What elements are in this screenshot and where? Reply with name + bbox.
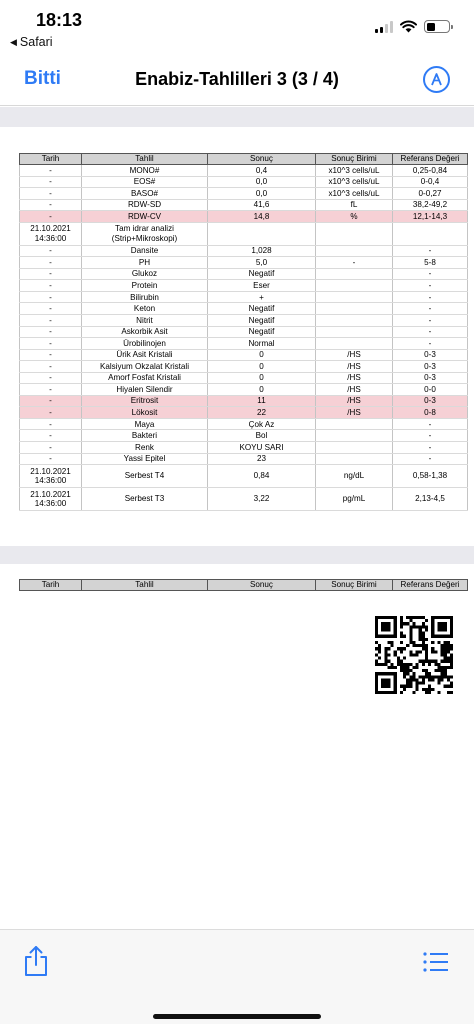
- cell-ref: -: [393, 280, 468, 292]
- col-unit: Sonuç Birimi: [316, 154, 393, 165]
- cell-date: -: [20, 395, 82, 407]
- qr-code: [374, 616, 454, 694]
- cell-result: 22: [208, 407, 316, 419]
- table-row: [20, 291, 468, 303]
- cell-unit: [316, 338, 393, 350]
- table-row: [20, 245, 468, 257]
- col-test: Tahlil: [82, 154, 208, 165]
- cell-test: Renk: [82, 442, 208, 454]
- table-row: [20, 257, 468, 269]
- cell-result: 14,8: [208, 211, 316, 223]
- cell-result: 41,6: [208, 199, 316, 211]
- cell-date: -: [20, 453, 82, 465]
- cell-date: -: [20, 430, 82, 442]
- cell-test: Ürik Asit Kristali: [82, 349, 208, 361]
- cell-ref: 0-3: [393, 372, 468, 384]
- table-row: [20, 372, 468, 384]
- lab-results-table: [19, 153, 468, 511]
- lab-results-table-page4: [19, 579, 468, 591]
- cell-result: 0,0: [208, 188, 316, 200]
- table-row: [20, 338, 468, 350]
- cell-result: +: [208, 291, 316, 303]
- cell-test: Tam idrar analizi (Strip+Mikroskopi): [82, 222, 208, 245]
- cell-result: 0: [208, 349, 316, 361]
- cell-test: MONO#: [82, 165, 208, 177]
- col-date: Tarih: [20, 154, 82, 165]
- cell-ref: -: [393, 315, 468, 327]
- cell-test: Serbest T3: [82, 488, 208, 511]
- cell-ref: 12,1-14,3: [393, 211, 468, 223]
- cell-test: BASO#: [82, 188, 208, 200]
- cell-test: Eritrosit: [82, 395, 208, 407]
- cell-result: Negatif: [208, 268, 316, 280]
- cell-unit: [316, 303, 393, 315]
- cell-result: KOYU SARI: [208, 442, 316, 454]
- cell-date: -: [20, 407, 82, 419]
- cell-result: Eser: [208, 280, 316, 292]
- cell-result: 0,4: [208, 165, 316, 177]
- cell-ref: 0-0,4: [393, 176, 468, 188]
- cell-test: PH: [82, 257, 208, 269]
- table-row: [20, 199, 468, 211]
- cell-result: Negatif: [208, 326, 316, 338]
- cell-test: Serbest T4: [82, 465, 208, 488]
- table-row: [20, 407, 468, 419]
- cell-date: -: [20, 372, 82, 384]
- cell-test: Bakteri: [82, 430, 208, 442]
- cell-unit: ng/dL: [316, 465, 393, 488]
- status-bar: [0, 0, 474, 54]
- cell-result: [208, 222, 316, 245]
- cell-date: -: [20, 326, 82, 338]
- cell-ref: 0-3: [393, 395, 468, 407]
- cell-result: Bol: [208, 430, 316, 442]
- cell-ref: 38,2-49,2: [393, 199, 468, 211]
- cell-ref: -: [393, 291, 468, 303]
- cell-date: -: [20, 280, 82, 292]
- table-row: [20, 303, 468, 315]
- cell-result: 0: [208, 384, 316, 396]
- cell-test: Bilirubin: [82, 291, 208, 303]
- cell-test: Ürobilinojen: [82, 338, 208, 350]
- cell-ref: 0-8: [393, 407, 468, 419]
- table-row: [20, 453, 468, 465]
- table-row: [20, 349, 468, 361]
- cell-test: Glukoz: [82, 268, 208, 280]
- cell-unit: /HS: [316, 395, 393, 407]
- cell-ref: 0,25-0,84: [393, 165, 468, 177]
- cell-test: Kalsiyum Okzalat Kristali: [82, 361, 208, 373]
- back-to-app-link[interactable]: [10, 35, 53, 49]
- cell-date: -: [20, 361, 82, 373]
- table-row: [20, 326, 468, 338]
- cell-test: RDW-CV: [82, 211, 208, 223]
- table-row: [20, 465, 468, 488]
- cell-ref: -: [393, 326, 468, 338]
- cell-test: Nitrit: [82, 315, 208, 327]
- cell-unit: x10^3 cells/uL: [316, 188, 393, 200]
- cell-test: RDW-SD: [82, 199, 208, 211]
- cell-ref: 0,58-1,38: [393, 465, 468, 488]
- battery-icon: [424, 20, 450, 33]
- status-icons: [375, 20, 450, 33]
- cell-ref: 2,13-4,5: [393, 488, 468, 511]
- cell-test: Askorbik Asit: [82, 326, 208, 338]
- table-row: [20, 395, 468, 407]
- cell-unit: fL: [316, 199, 393, 211]
- cell-result: 0,0: [208, 176, 316, 188]
- markup-button[interactable]: [423, 66, 450, 93]
- cell-ref: -: [393, 245, 468, 257]
- table-row: [20, 222, 468, 245]
- table-row: [20, 211, 468, 223]
- cell-result: 0,84: [208, 465, 316, 488]
- cell-date: -: [20, 418, 82, 430]
- cell-date: -: [20, 315, 82, 327]
- cell-date: -: [20, 257, 82, 269]
- cell-result: 0: [208, 372, 316, 384]
- cell-ref: 0-3: [393, 349, 468, 361]
- nav-bar: [0, 54, 474, 106]
- cell-unit: pg/mL: [316, 488, 393, 511]
- table-row: [20, 430, 468, 442]
- col-ref: Referans Değeri: [393, 580, 468, 591]
- cell-date: -: [20, 268, 82, 280]
- share-icon[interactable]: [22, 945, 50, 977]
- cell-test: Dansite: [82, 245, 208, 257]
- cell-test: EOS#: [82, 176, 208, 188]
- table-header-row: [20, 154, 468, 165]
- home-indicator[interactable]: [153, 1014, 321, 1019]
- document-title: Enabiz-Tahlilleri 3 (3 / 4): [135, 69, 339, 89]
- cell-unit: [316, 418, 393, 430]
- cell-result: Çok Az: [208, 418, 316, 430]
- cell-ref: -: [393, 453, 468, 465]
- back-arrow-icon: ◀: [10, 36, 17, 47]
- table-row: [20, 315, 468, 327]
- cell-ref: 0-0: [393, 384, 468, 396]
- done-button[interactable]: Bitti: [24, 68, 61, 89]
- cell-test: Yassi Epitel: [82, 453, 208, 465]
- cell-ref: -: [393, 268, 468, 280]
- table-header-row: [20, 580, 468, 591]
- cell-unit: [316, 245, 393, 257]
- col-result: Sonuç: [208, 154, 316, 165]
- pdf-page-4: [0, 564, 474, 929]
- table-row: [20, 418, 468, 430]
- cell-result: 0: [208, 361, 316, 373]
- cell-result: 3,22: [208, 488, 316, 511]
- wifi-icon: [400, 20, 417, 33]
- cell-ref: -: [393, 338, 468, 350]
- table-row: [20, 361, 468, 373]
- table-row: [20, 165, 468, 177]
- cell-ref: 5-8: [393, 257, 468, 269]
- cell-unit: [316, 268, 393, 280]
- cell-unit: x10^3 cells/uL: [316, 165, 393, 177]
- bottom-toolbar: [0, 929, 474, 1024]
- cell-test: Hiyalen Silendir: [82, 384, 208, 396]
- cell-unit: [316, 291, 393, 303]
- cell-unit: [316, 326, 393, 338]
- cell-ref: 0-3: [393, 361, 468, 373]
- cell-date: -: [20, 211, 82, 223]
- cell-unit: [316, 430, 393, 442]
- cell-date: 21.10.2021 14:36:00: [20, 222, 82, 245]
- back-app-label: Safari: [19, 35, 53, 49]
- table-row: [20, 188, 468, 200]
- table-row: [20, 442, 468, 454]
- col-test: Tahlil: [82, 580, 208, 591]
- cell-ref: -: [393, 303, 468, 315]
- col-ref: Referans Değeri: [393, 154, 468, 165]
- cell-date: -: [20, 349, 82, 361]
- cell-date: -: [20, 188, 82, 200]
- cell-result: Normal: [208, 338, 316, 350]
- cell-result: Negatif: [208, 303, 316, 315]
- cell-result: 11: [208, 395, 316, 407]
- cell-result: Negatif: [208, 315, 316, 327]
- cell-unit: /HS: [316, 361, 393, 373]
- cell-unit: [316, 280, 393, 292]
- cell-result: 23: [208, 453, 316, 465]
- document-viewer[interactable]: [0, 107, 474, 929]
- cell-unit: %: [316, 211, 393, 223]
- cell-date: -: [20, 245, 82, 257]
- table-row: [20, 384, 468, 396]
- cell-unit: /HS: [316, 349, 393, 361]
- cell-ref: 0-0,27: [393, 188, 468, 200]
- col-result: Sonuç: [208, 580, 316, 591]
- cell-date: -: [20, 176, 82, 188]
- cell-ref: -: [393, 418, 468, 430]
- cell-test: Maya: [82, 418, 208, 430]
- cell-ref: -: [393, 430, 468, 442]
- table-row: [20, 280, 468, 292]
- cell-unit: /HS: [316, 407, 393, 419]
- cell-unit: [316, 442, 393, 454]
- cell-ref: -: [393, 442, 468, 454]
- cell-result: 5,0: [208, 257, 316, 269]
- cell-date: 21.10.2021 14:36:00: [20, 488, 82, 511]
- list-icon[interactable]: [422, 950, 450, 974]
- table-row: [20, 268, 468, 280]
- col-unit: Sonuç Birimi: [316, 580, 393, 591]
- cell-result: 1,028: [208, 245, 316, 257]
- cell-test: Lökosit: [82, 407, 208, 419]
- cell-unit: [316, 453, 393, 465]
- cellular-signal-icon: [375, 21, 393, 33]
- cell-date: -: [20, 165, 82, 177]
- col-date: Tarih: [20, 580, 82, 591]
- cell-unit: [316, 315, 393, 327]
- cell-test: Keton: [82, 303, 208, 315]
- status-time: 18:13: [36, 10, 83, 30]
- cell-date: -: [20, 291, 82, 303]
- table-row: [20, 488, 468, 511]
- cell-date: -: [20, 384, 82, 396]
- table-row: [20, 176, 468, 188]
- cell-test: Protein: [82, 280, 208, 292]
- cell-test: Amorf Fosfat Kristali: [82, 372, 208, 384]
- cell-date: -: [20, 338, 82, 350]
- cell-unit: [316, 222, 393, 245]
- cell-unit: /HS: [316, 384, 393, 396]
- cell-unit: /HS: [316, 372, 393, 384]
- cell-unit: -: [316, 257, 393, 269]
- cell-ref: [393, 222, 468, 245]
- cell-date: -: [20, 199, 82, 211]
- cell-date: 21.10.2021 14:36:00: [20, 465, 82, 488]
- cell-date: -: [20, 303, 82, 315]
- cell-date: -: [20, 442, 82, 454]
- pdf-page-3: [0, 127, 474, 546]
- markup-pen-icon: [429, 72, 444, 87]
- cell-unit: x10^3 cells/uL: [316, 176, 393, 188]
